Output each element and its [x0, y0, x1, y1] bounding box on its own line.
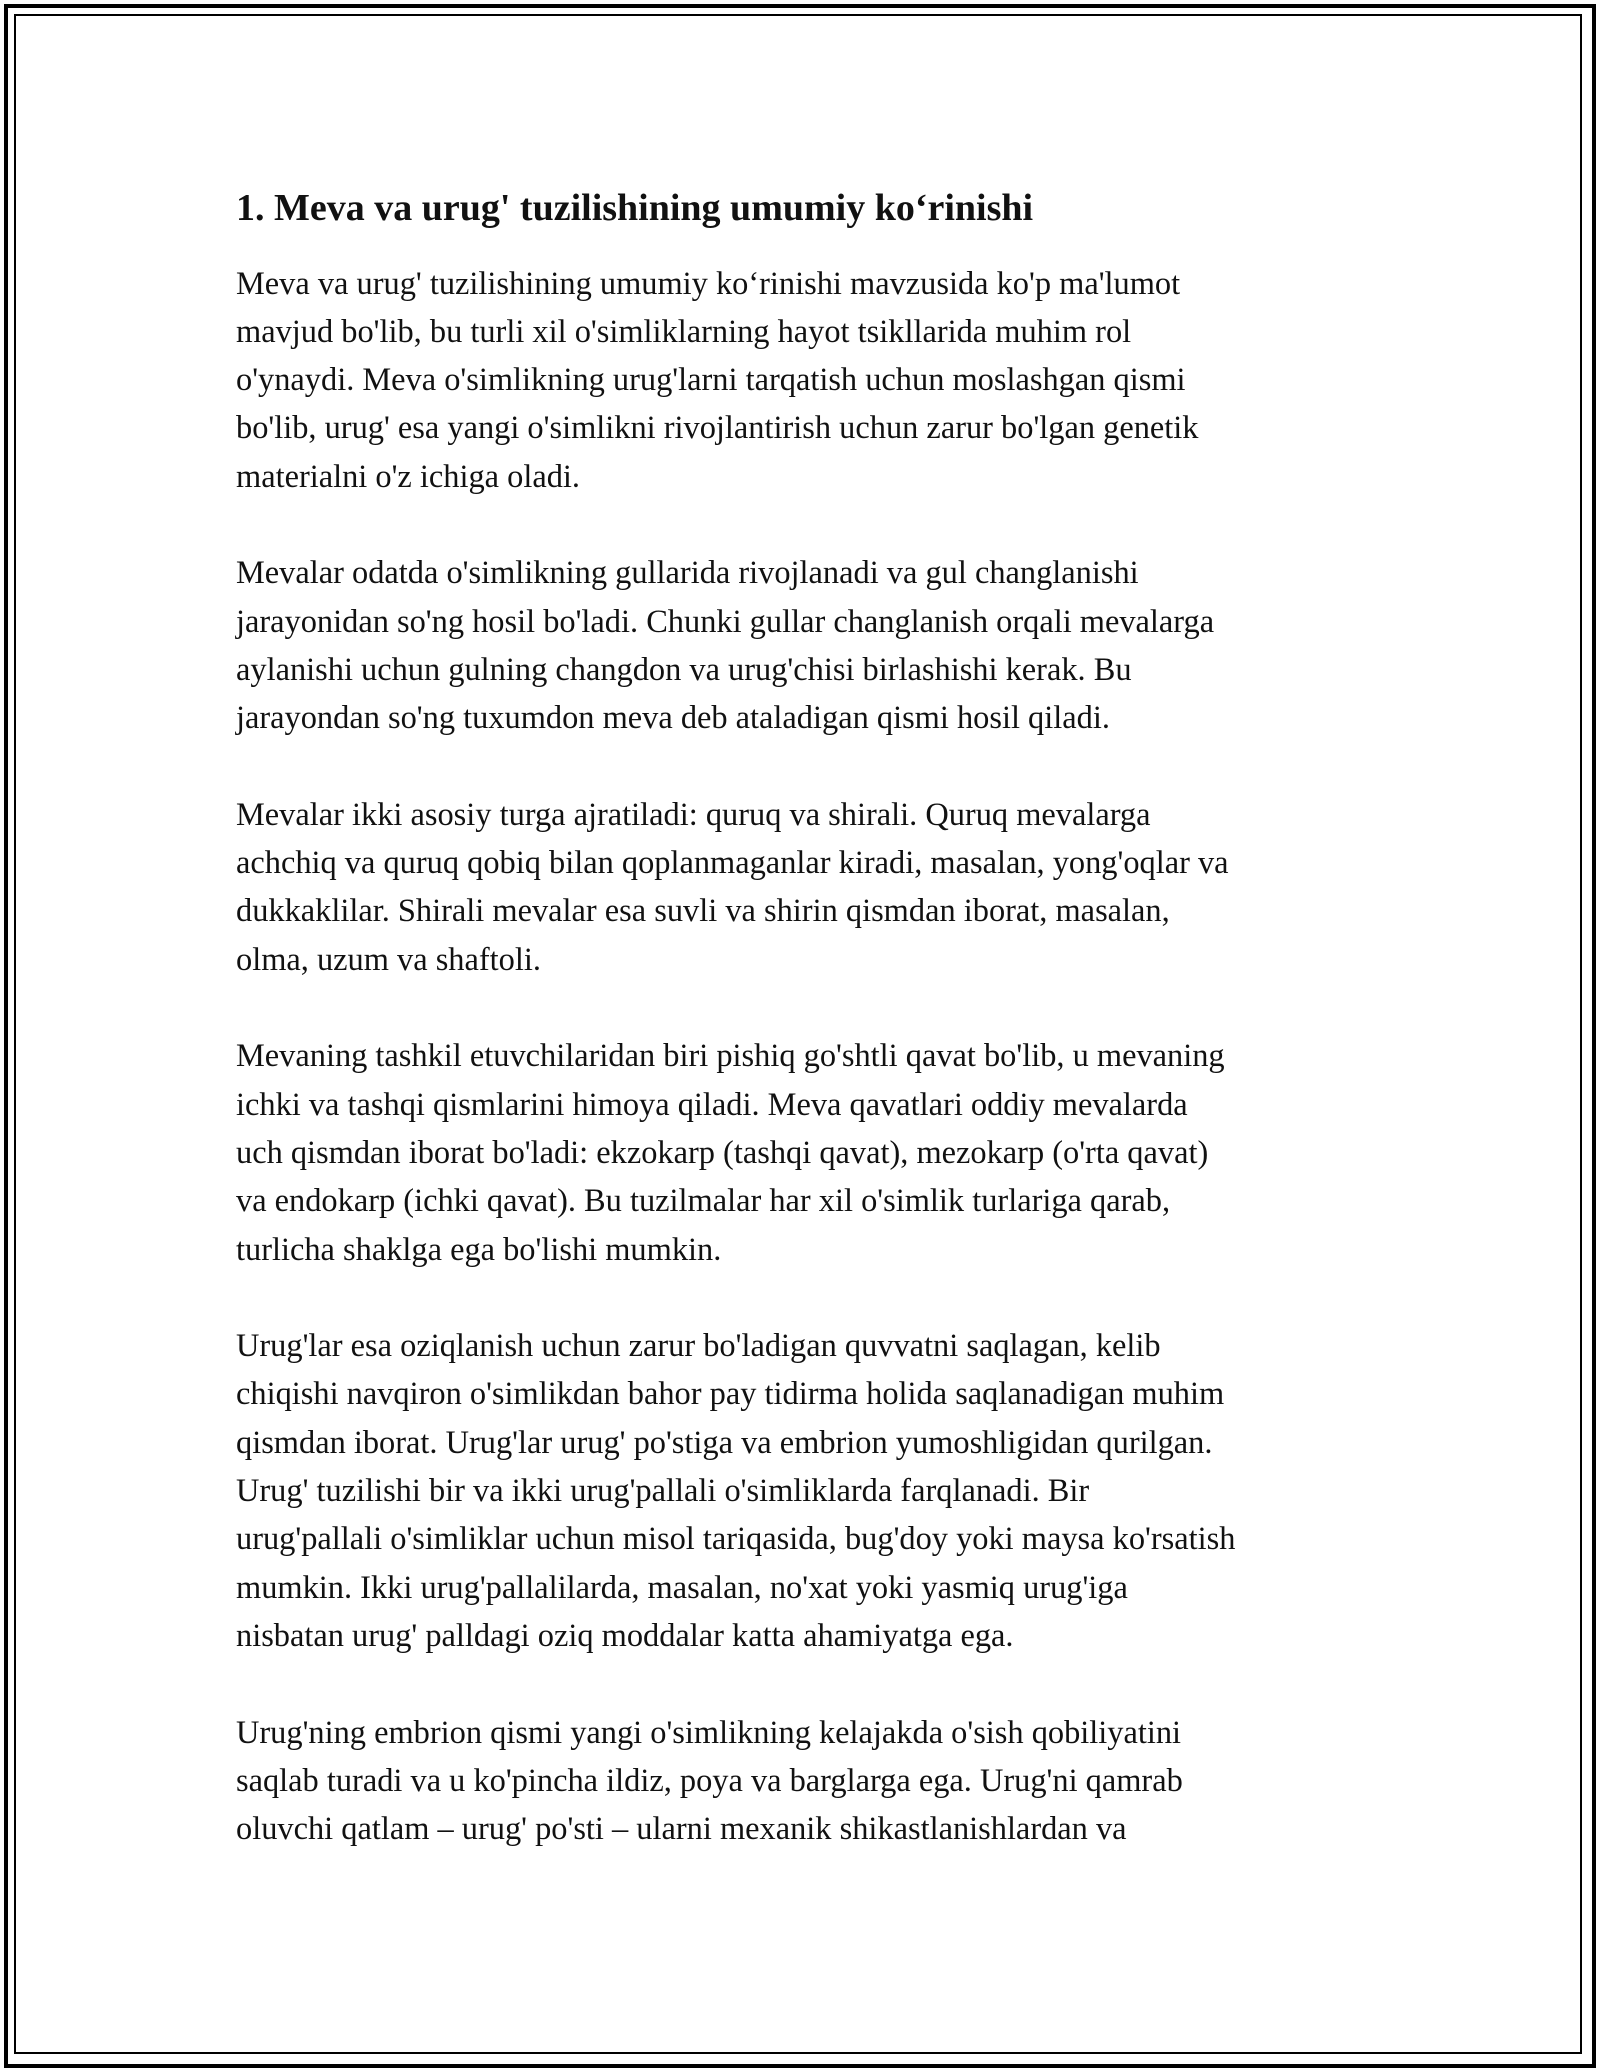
paragraph-5 [236, 1322, 1386, 1660]
text-line: ichki va tashqi qismlarini himoya qiladi. Meva qavatlari oddiy mevalarda [236, 1086, 1188, 1123]
document-body [236, 186, 1386, 1902]
text-line: Mevaning tashkil etuvchilaridan biri pishiq go'shtli qavat bo'lib, u mevaning [236, 1038, 1225, 1075]
section-heading: 1. Meva va urug' tuzilishining umumiy ko‘rinishi [236, 187, 1034, 229]
paragraph-3 [236, 791, 1386, 984]
text-line: materialni o'z ichiga oladi. [236, 458, 581, 495]
text-line: saqlab turadi va u ko'pincha ildiz, poya va barglarga ega. Urug'ni qamrab [236, 1762, 1183, 1799]
text-line: qismdan iborat. Urug'lar urug' po'stiga va embrion yumoshligidan qurilgan. [236, 1424, 1213, 1461]
text-line: Mevalar odatda o'simlikning gullarida rivojlanadi va gul changlanishi [236, 555, 1139, 592]
text-line: Urug' tuzilishi bir va ikki urug'pallali o'simliklarda farqlanadi. Bir [236, 1473, 1090, 1510]
paragraph-4 [236, 1032, 1386, 1273]
text-line: olma, uzum va shaftoli. [236, 941, 541, 978]
text-line: Mevalar ikki asosiy turga ajratiladi: quruq va shirali. Quruq mevalarga [236, 796, 1151, 833]
text-line: achchiq va quruq qobiq bilan qoplanmaganlar kiradi, masalan, yong'oqlar va [236, 845, 1229, 882]
paragraph-1 [236, 260, 1386, 501]
text-line: va endokarp (ichki qavat). Bu tuzilmalar har xil o'simlik turlariga qarab, [236, 1183, 1171, 1220]
text-line: o'ynaydi. Meva o'simlikning urug'larni tarqatish uchun moslashgan qismi [236, 362, 1186, 399]
text-line: oluvchi qatlam – urug' po'sti – ularni mexanik shikastlanishlardan va [236, 1811, 1127, 1848]
text-line: aylanishi uchun gulning changdon va urug'chisi birlashishi kerak. Bu [236, 651, 1132, 688]
text-line: uch qismdan iborat bo'ladi: ekzokarp (tashqi qavat), mezokarp (o'rta qavat) [236, 1134, 1209, 1171]
text-line: chiqishi navqiron o'simlikdan bahor pay tidirma holida saqlanadigan muhim [236, 1376, 1225, 1413]
text-line: jarayonidan so'ng hosil bo'ladi. Chunki gullar changlanish orqali mevalarga [236, 603, 1215, 640]
text-line: bo'lib, urug' esa yangi o'simlikni rivojlantirish uchun zarur bo'lgan genetik [236, 410, 1199, 447]
text-line: dukkaklilar. Shirali mevalar esa suvli va shirin qismdan iborat, masalan, [236, 893, 1170, 930]
text-line: urug'pallali o'simliklar uchun misol tariqasida, bug'doy yoki maysa ko'rsatish [236, 1521, 1236, 1558]
paragraph-6 [236, 1709, 1386, 1854]
text-line: mumkin. Ikki urug'pallalilarda, masalan, no'xat yoki yasmiq urug'iga [236, 1569, 1128, 1606]
text-line: mavjud bo'lib, bu turli xil o'simliklarning hayot tsikllarida muhim rol [236, 313, 1132, 350]
text-line: Urug'ning embrion qismi yangi o'simlikning kelajakda o'sish qobiliyatini [236, 1714, 1182, 1751]
text-line: nisbatan urug' palldagi oziq moddalar katta ahamiyatga ega. [236, 1617, 1014, 1654]
paragraph-2 [236, 549, 1386, 742]
text-line: Meva va urug' tuzilishining umumiy ko‘rinishi mavzusida ko'p ma'lumot [236, 265, 1181, 302]
text-line: jarayondan so'ng tuxumdon meva deb ataladigan qismi hosil qiladi. [236, 700, 1110, 737]
text-line: turlicha shaklga ega bo'lishi mumkin. [236, 1231, 722, 1268]
text-line: Urug'lar esa oziqlanish uchun zarur bo'ladigan quvvatni saqlagan, kelib [236, 1328, 1161, 1365]
